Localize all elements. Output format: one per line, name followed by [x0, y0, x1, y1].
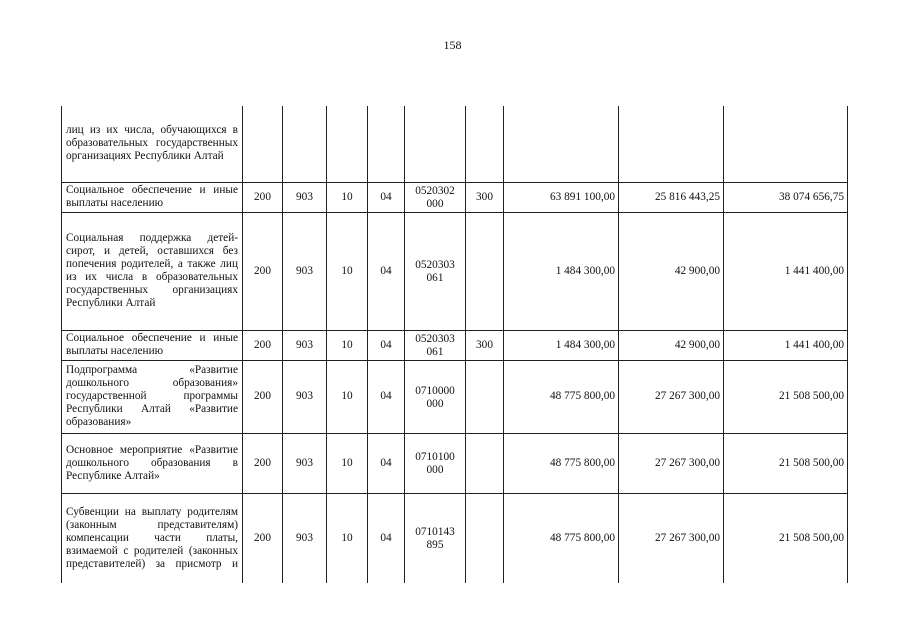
- target-cell: [368, 106, 405, 182]
- amount-2-cell: 27 267 300,00: [619, 493, 724, 583]
- table-row: [62, 212, 848, 330]
- code-cell: 0520303 061: [405, 330, 466, 360]
- ministry-cell: 200: [243, 330, 283, 360]
- amount-3-cell: 21 508 500,00: [724, 360, 848, 433]
- code-cell: [405, 106, 466, 182]
- expense-type-cell: [466, 433, 504, 493]
- ministry-cell: 200: [243, 212, 283, 330]
- section-cell: 903: [283, 433, 327, 493]
- amount-1-cell: 48 775 800,00: [504, 433, 619, 493]
- amount-1-cell: 63 891 100,00: [504, 182, 619, 212]
- amount-1-cell: 48 775 800,00: [504, 493, 619, 583]
- amount-2-cell: [619, 106, 724, 182]
- amount-1-cell: [504, 106, 619, 182]
- budget-table: [61, 106, 848, 583]
- amount-2-cell: 42 900,00: [619, 330, 724, 360]
- expense-type-cell: 300: [466, 330, 504, 360]
- row-description: Социальное обеспечение и иные выплаты населению: [62, 330, 243, 360]
- code-cell: 0520303 061: [405, 212, 466, 330]
- table-row: [62, 330, 848, 360]
- subsection-cell: 10: [327, 493, 368, 583]
- subsection-cell: 10: [327, 212, 368, 330]
- expense-type-cell: [466, 360, 504, 433]
- target-cell: 04: [368, 212, 405, 330]
- expense-type-cell: [466, 212, 504, 330]
- amount-1-cell: 48 775 800,00: [504, 360, 619, 433]
- table-row: [62, 106, 848, 182]
- row-description: Социальная поддержка детей-сирот, и детей, оставшихся без попечения родителей, а также лиц из их числа в образовательных государственных организациях Республики Алтай: [62, 212, 243, 330]
- section-cell: 903: [283, 182, 327, 212]
- amount-3-cell: 21 508 500,00: [724, 493, 848, 583]
- section-cell: [283, 106, 327, 182]
- table-row: [62, 433, 848, 493]
- amount-2-cell: 27 267 300,00: [619, 360, 724, 433]
- amount-1-cell: 1 484 300,00: [504, 330, 619, 360]
- row-description: Социальное обеспечение и иные выплаты населению: [62, 182, 243, 212]
- target-cell: 04: [368, 360, 405, 433]
- ministry-cell: 200: [243, 493, 283, 583]
- target-cell: 04: [368, 493, 405, 583]
- amount-3-cell: 1 441 400,00: [724, 330, 848, 360]
- row-description: Основное мероприятие «Развитие дошкольного образования в Республике Алтай»: [62, 433, 243, 493]
- row-description: Субвенции на выплату родителям (законным представителям) компенсации части платы, взимаемой с родителей (законных представителей) за присмотр и: [62, 493, 243, 583]
- section-cell: 903: [283, 493, 327, 583]
- ministry-cell: 200: [243, 182, 283, 212]
- amount-3-cell: 38 074 656,75: [724, 182, 848, 212]
- section-cell: 903: [283, 212, 327, 330]
- amount-2-cell: 27 267 300,00: [619, 433, 724, 493]
- expense-type-cell: [466, 493, 504, 583]
- amount-3-cell: 21 508 500,00: [724, 433, 848, 493]
- target-cell: 04: [368, 330, 405, 360]
- subsection-cell: 10: [327, 182, 368, 212]
- table-row: [62, 493, 848, 583]
- amount-2-cell: 42 900,00: [619, 212, 724, 330]
- section-cell: 903: [283, 330, 327, 360]
- subsection-cell: 10: [327, 330, 368, 360]
- target-cell: 04: [368, 433, 405, 493]
- target-cell: 04: [368, 182, 405, 212]
- subsection-cell: [327, 106, 368, 182]
- amount-3-cell: [724, 106, 848, 182]
- page-number: 158: [443, 38, 462, 52]
- code-cell: 0710000 000: [405, 360, 466, 433]
- ministry-cell: 200: [243, 360, 283, 433]
- amount-3-cell: 1 441 400,00: [724, 212, 848, 330]
- ministry-cell: [243, 106, 283, 182]
- amount-2-cell: 25 816 443,25: [619, 182, 724, 212]
- table-row: [62, 182, 848, 212]
- subsection-cell: 10: [327, 433, 368, 493]
- ministry-cell: 200: [243, 433, 283, 493]
- subsection-cell: 10: [327, 360, 368, 433]
- table-row: [62, 360, 848, 433]
- code-cell: 0520302 000: [405, 182, 466, 212]
- expense-type-cell: [466, 106, 504, 182]
- code-cell: 0710100 000: [405, 433, 466, 493]
- section-cell: 903: [283, 360, 327, 433]
- code-cell: 0710143 895: [405, 493, 466, 583]
- amount-1-cell: 1 484 300,00: [504, 212, 619, 330]
- row-description: Подпрограмма «Развитие дошкольного образования» государственной программы Республики Алтай «Развитие образования»: [62, 360, 243, 433]
- row-description: лиц из их числа, обучающихся в образовательных государственных организациях Республики Алтай: [62, 106, 243, 182]
- expense-type-cell: 300: [466, 182, 504, 212]
